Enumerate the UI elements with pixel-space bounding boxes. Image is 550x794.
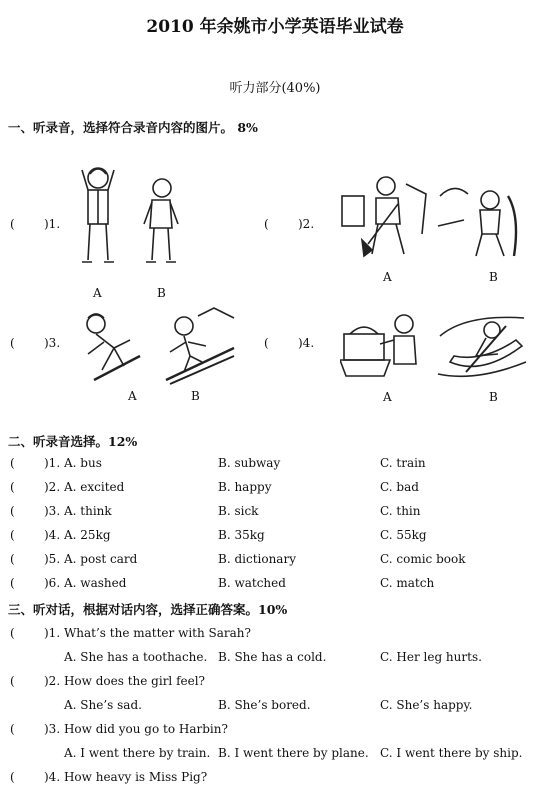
option-3a-label: A	[128, 389, 137, 403]
s2-number-3: )3.	[44, 504, 61, 518]
s3-option-1c: C. Her leg hurts.	[380, 650, 482, 664]
s3-paren-1[interactable]: (	[10, 626, 15, 640]
item-number-1: )1.	[44, 217, 61, 231]
section2-heading: 二、听录音选择。12%	[8, 434, 138, 449]
section1-heading: 一、听录音，选择符合录音内容的图片。 8%	[8, 120, 258, 135]
s2-number-5: )5.	[44, 552, 61, 566]
s2-option-2a: A. excited	[64, 480, 125, 494]
s2-option-5a: A. post card	[64, 552, 138, 566]
s2-option-3c: C. thin	[380, 504, 421, 518]
picture-3a-skating	[74, 310, 146, 384]
item-number-2: )2.	[298, 217, 315, 231]
s2-paren-1[interactable]: (	[10, 456, 15, 470]
answer-paren-2[interactable]: (	[264, 217, 269, 231]
s3-question-4: )4. How heavy is Miss Pig?	[44, 770, 208, 784]
s3-option-1b: B. She has a cold.	[218, 650, 327, 664]
s2-option-2b: B. happy	[218, 480, 272, 494]
section3-heading: 三、听对话，根据对话内容，选择正确答案。10%	[8, 602, 288, 617]
s2-number-4: )4.	[44, 528, 61, 542]
s2-paren-2[interactable]: (	[10, 480, 15, 494]
s2-option-6b: B. watched	[218, 576, 286, 590]
s3-option-2b: B. She’s bored.	[218, 698, 311, 712]
s2-option-5b: B. dictionary	[218, 552, 296, 566]
item-number-4: )4.	[298, 336, 315, 350]
s3-question-3: )3. How did you go to Harbin?	[44, 722, 228, 736]
s3-option-3b: B. I went there by plane.	[218, 746, 369, 760]
s2-option-3b: B. sick	[218, 504, 259, 518]
option-2a-label: A	[383, 270, 392, 284]
s3-paren-2[interactable]: (	[10, 674, 15, 688]
s3-option-3c: C. I went there by ship.	[380, 746, 523, 760]
option-2b-label: B	[489, 270, 498, 284]
s3-question-1: )1. What’s the matter with Sarah?	[44, 626, 251, 640]
s2-option-1b: B. subway	[218, 456, 281, 470]
s2-option-4a: A. 25kg	[64, 528, 111, 542]
s3-paren-4[interactable]: (	[10, 770, 15, 784]
option-1a-label: A	[93, 286, 102, 300]
option-4b-label: B	[489, 390, 498, 404]
s3-paren-3[interactable]: (	[10, 722, 15, 736]
s2-number-2: )2.	[44, 480, 61, 494]
s2-option-4c: C. 55kg	[380, 528, 427, 542]
s2-paren-5[interactable]: (	[10, 552, 15, 566]
s2-option-6a: A. washed	[64, 576, 127, 590]
option-1b-label: B	[157, 286, 166, 300]
option-4a-label: A	[383, 390, 392, 404]
s2-option-4b: B. 35kg	[218, 528, 265, 542]
answer-paren-3[interactable]: (	[10, 336, 15, 350]
picture-2a-shoveling	[338, 174, 430, 262]
picture-3b-skiing	[158, 306, 238, 386]
s3-question-2: )2. How does the girl feel?	[44, 674, 205, 688]
s2-option-1a: A. bus	[64, 456, 102, 470]
s2-option-5c: C. comic book	[380, 552, 466, 566]
s2-paren-3[interactable]: (	[10, 504, 15, 518]
s2-number-1: )1.	[44, 456, 61, 470]
s3-option-3a: A. I went there by train.	[64, 746, 211, 760]
exam-title: 2010 年余姚市小学英语毕业试卷	[146, 17, 404, 37]
picture-1b-standing-boy	[138, 174, 184, 268]
picture-4a-cooking	[340, 308, 430, 380]
s3-option-1a: A. She has a toothache.	[64, 650, 208, 664]
answer-paren-1[interactable]: (	[10, 217, 15, 231]
answer-paren-4[interactable]: (	[264, 336, 269, 350]
s2-option-1c: C. train	[380, 456, 426, 470]
item-number-3: )3.	[44, 336, 61, 350]
listening-subtitle: 听力部分(40%)	[229, 81, 321, 96]
s2-option-3a: A. think	[64, 504, 112, 518]
picture-4b-rowing	[436, 306, 528, 382]
option-3b-label: B	[191, 389, 200, 403]
picture-1a-cheering-boy	[68, 160, 128, 268]
s2-paren-4[interactable]: (	[10, 528, 15, 542]
s2-option-2c: C. bad	[380, 480, 419, 494]
s2-option-6c: C. match	[380, 576, 435, 590]
s2-number-6: )6.	[44, 576, 61, 590]
s3-option-2a: A. She’s sad.	[64, 698, 142, 712]
s2-paren-6[interactable]: (	[10, 576, 15, 590]
s3-option-2c: C. She’s happy.	[380, 698, 473, 712]
picture-2b-climbing	[434, 176, 526, 260]
